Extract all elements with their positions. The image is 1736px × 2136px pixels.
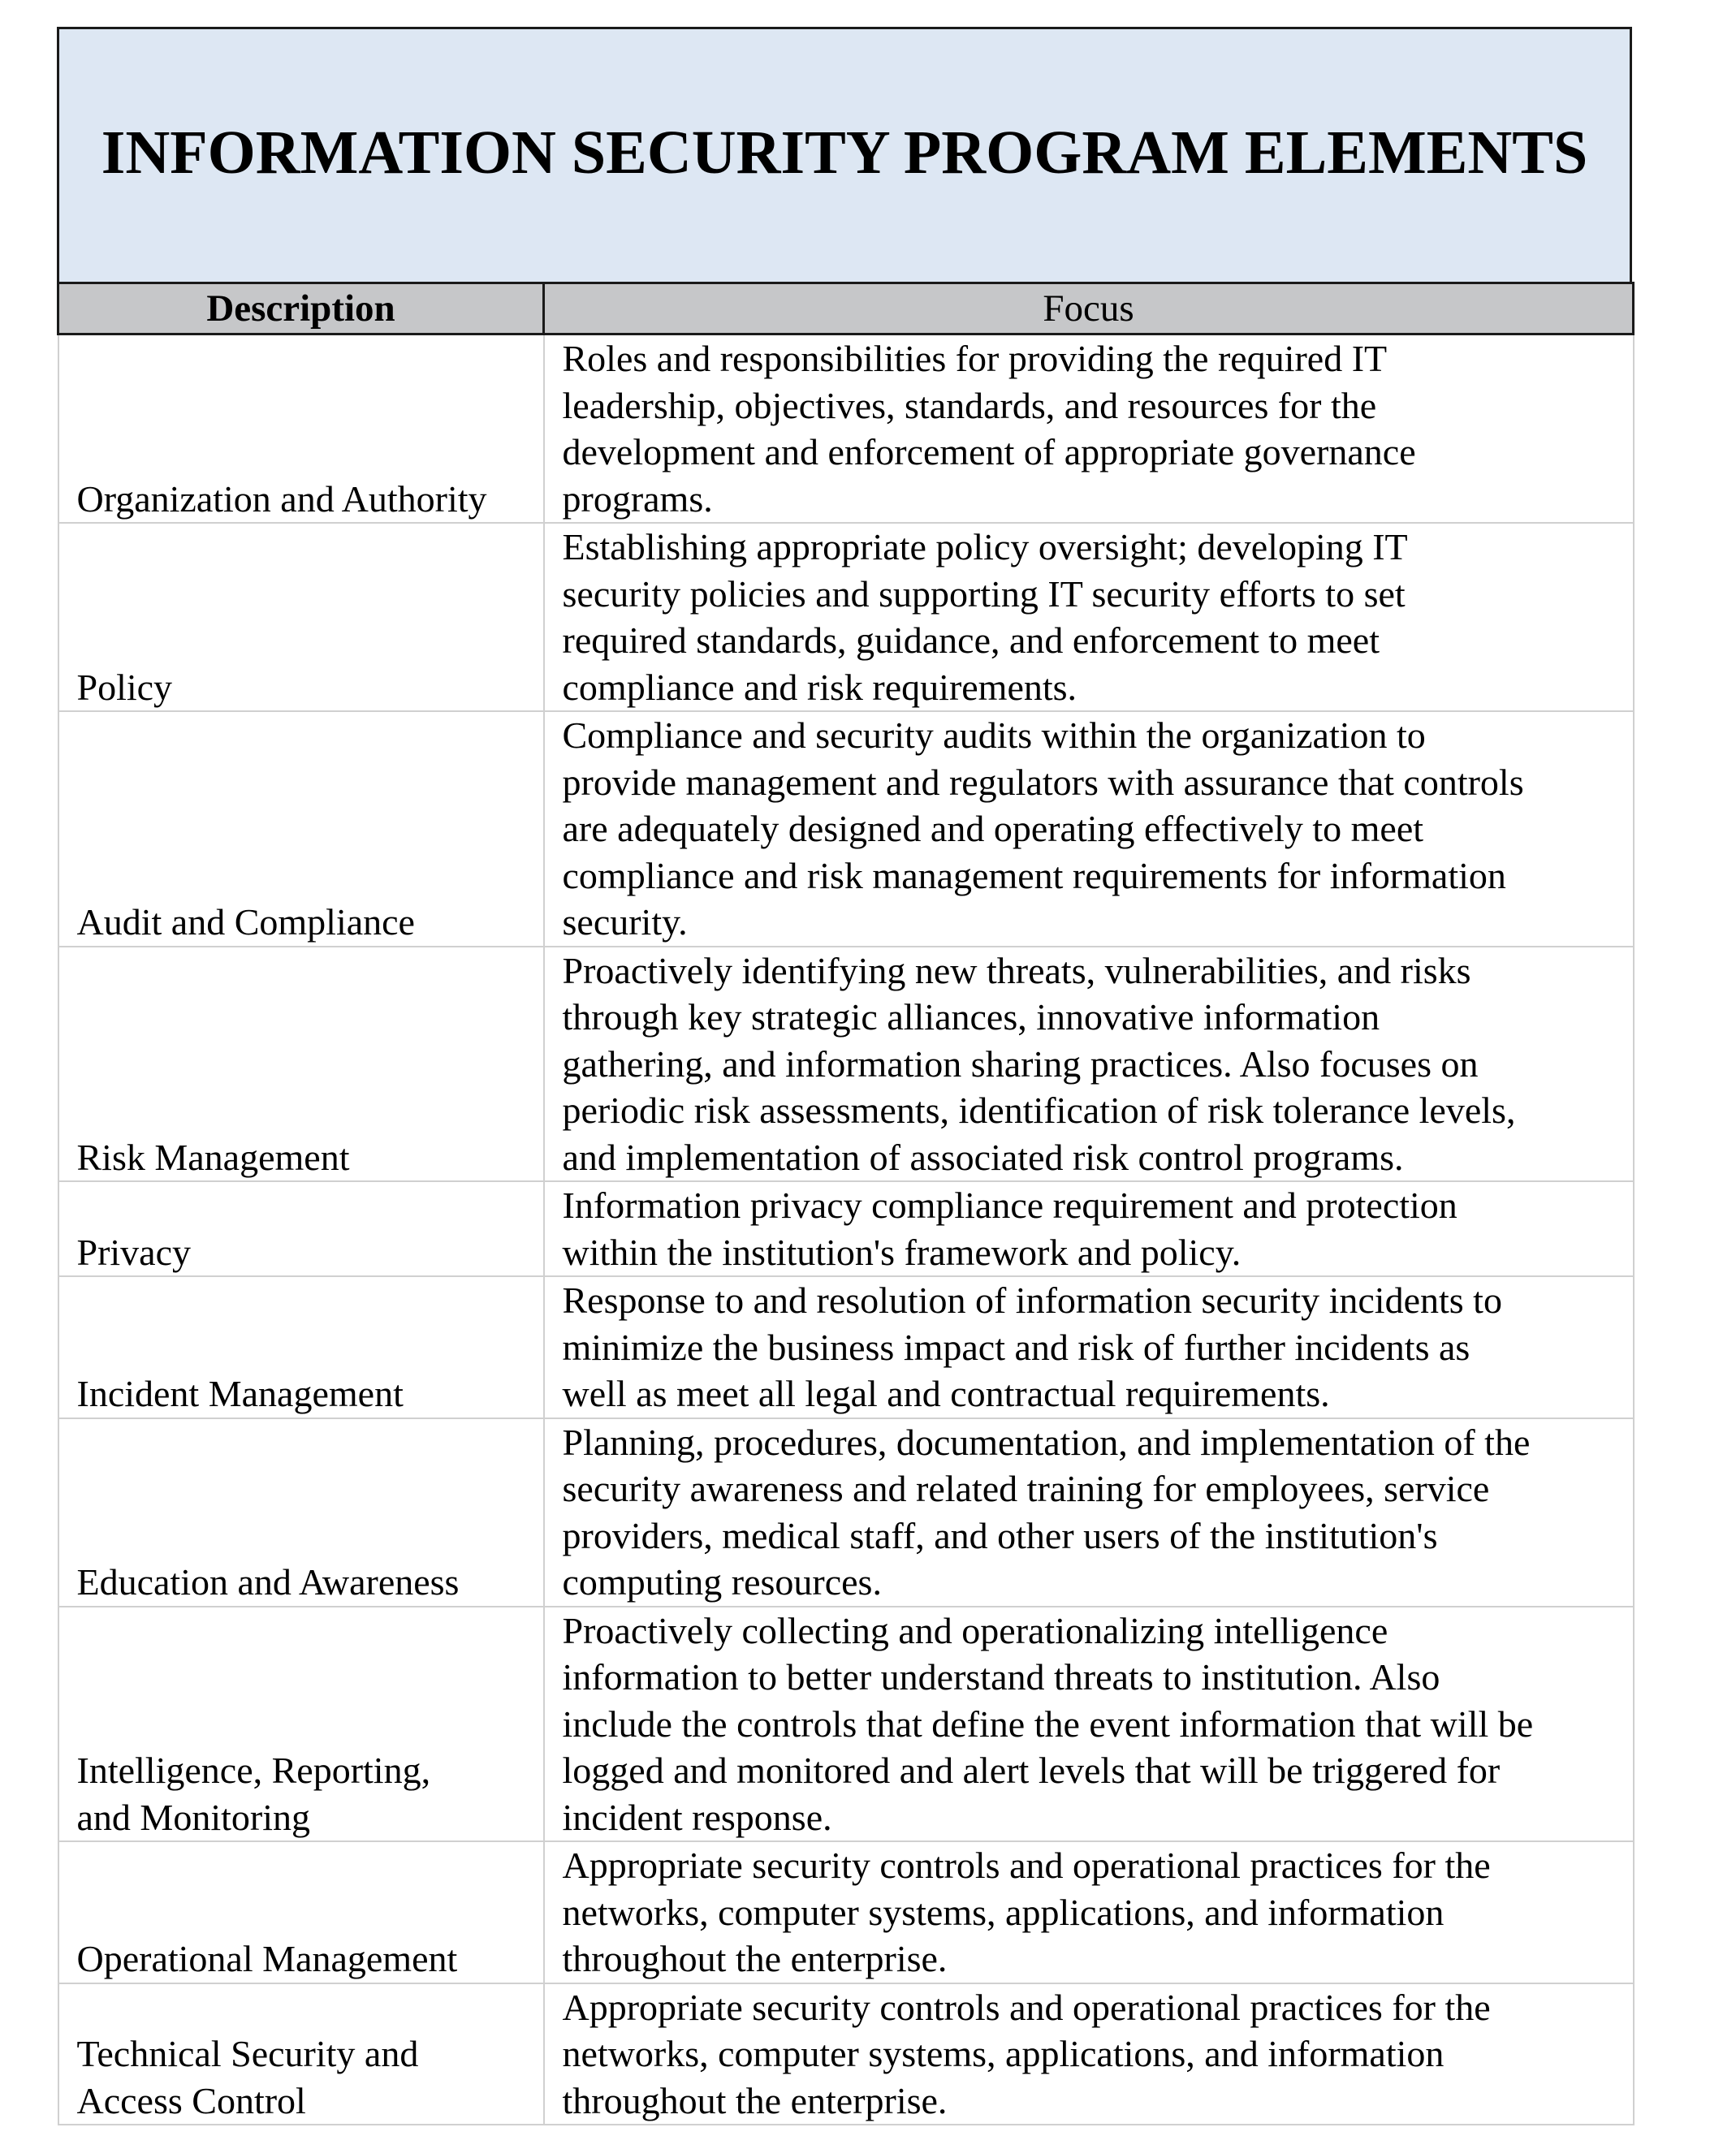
focus-cell: [544, 523, 1634, 711]
description-text: Education and Awareness: [76, 1561, 460, 1603]
focus-text-line: compliance and risk management requirements for information: [562, 854, 1506, 896]
description-text: Access Control: [76, 2079, 306, 2121]
focus-text-line: Response to and resolution of information security incidents to: [562, 1279, 1502, 1321]
description-cell: [58, 334, 544, 524]
focus-text-line: gathering, and information sharing practices. Also focuses on: [562, 1042, 1479, 1085]
focus-cell: [544, 1181, 1634, 1276]
focus-text-line: providers, medical staff, and other users of the institution's: [562, 1514, 1438, 1556]
program-elements-table: [57, 282, 1635, 2125]
focus-text-line: networks, computer systems, applications, and information: [562, 1891, 1445, 1933]
table-row: [58, 1418, 1634, 1607]
focus-text-line: security.: [562, 901, 688, 943]
focus-cell: [544, 1841, 1634, 1983]
focus-cell: [544, 334, 1634, 524]
focus-text-line: throughout the enterprise.: [562, 2079, 948, 2121]
description-text: and Monitoring: [76, 1796, 310, 1838]
description-cell: [58, 1181, 544, 1276]
description-cell: [58, 1418, 544, 1607]
description-text: Technical Security and: [76, 2033, 419, 2074]
table-row: [58, 1841, 1634, 1983]
focus-text-line: logged and monitored and alert levels that will be triggered for: [562, 1750, 1501, 1791]
description-cell: [58, 711, 544, 947]
description-text: Organization and Authority: [76, 477, 487, 520]
table-row: [58, 1983, 1634, 2125]
description-cell: [58, 1983, 544, 2125]
focus-text-line: networks, computer systems, applications, and information: [562, 2033, 1445, 2074]
focus-text-line: within the institution's framework and policy.: [562, 1231, 1242, 1273]
focus-cell: [544, 947, 1634, 1182]
focus-text-line: required standards, guidance, and enforcement to meet: [562, 619, 1380, 661]
focus-text-line: programs.: [562, 477, 713, 520]
description-text: Privacy: [76, 1231, 192, 1273]
description-text: Operational Management: [76, 1938, 458, 1979]
table-row: [58, 1276, 1634, 1418]
focus-text-line: are adequately designed and operating effectively to meet: [562, 808, 1424, 849]
description-text: Risk Management: [76, 1136, 350, 1178]
table-header-row: [58, 283, 1634, 334]
focus-text-line: minimize the business impact and risk of further incidents as: [562, 1326, 1470, 1368]
description-cell: [58, 1276, 544, 1418]
description-text: Policy: [76, 666, 173, 708]
description-text: Intelligence, Reporting,: [76, 1750, 431, 1791]
focus-cell: [544, 1607, 1634, 1842]
description-cell: [58, 1841, 544, 1983]
table-row: [58, 1607, 1634, 1842]
title-banner: [57, 27, 1632, 282]
column-header-description: Description: [58, 283, 544, 334]
focus-text-line: and implementation of associated risk control programs.: [562, 1136, 1404, 1178]
page-title: INFORMATION SECURITY PROGRAM ELEMENTS: [101, 119, 1588, 187]
focus-text-line: Planning, procedures, documentation, and implementation of the: [562, 1421, 1531, 1463]
focus-text-line: Information privacy compliance requirement and protection: [562, 1185, 1457, 1226]
focus-cell: [544, 1276, 1634, 1418]
focus-text-line: include the controls that define the event information that will be: [562, 1702, 1534, 1745]
description-cell: [58, 947, 544, 1182]
focus-text-line: periodic risk assessments, identification of risk tolerance levels,: [562, 1090, 1516, 1131]
focus-text-line: Roles and responsibilities for providing the required IT: [562, 338, 1388, 379]
focus-text-line: well as meet all legal and contractual requirements.: [562, 1373, 1330, 1414]
focus-cell: [544, 711, 1634, 947]
focus-text-line: compliance and risk requirements.: [562, 666, 1077, 708]
focus-text-line: Proactively identifying new threats, vulnerabilities, and risks: [562, 949, 1471, 991]
table-body: [58, 334, 1634, 2125]
table-row: [58, 711, 1634, 947]
focus-text-line: Establishing appropriate policy oversight; developing IT: [562, 526, 1408, 567]
description-text: Audit and Compliance: [76, 901, 415, 943]
table-row: [58, 523, 1634, 711]
focus-text-line: Appropriate security controls and operational practices for the: [562, 1986, 1491, 2028]
focus-text-line: computing resources.: [562, 1561, 882, 1603]
focus-text-line: development and enforcement of appropriate governance: [562, 431, 1416, 473]
focus-cell: [544, 1983, 1634, 2125]
focus-text-line: information to better understand threats to institution. Also: [562, 1656, 1440, 1698]
focus-text-line: through key strategic alliances, innovative information: [562, 996, 1380, 1038]
focus-text-line: security awareness and related training for employees, service: [562, 1468, 1490, 1509]
focus-text-line: throughout the enterprise.: [562, 1938, 948, 1979]
table-row: [58, 334, 1634, 524]
document-table-container: [57, 27, 1632, 2125]
focus-text-line: provide management and regulators with assurance that controls: [562, 761, 1524, 803]
table-row: [58, 1181, 1634, 1276]
description-text: Incident Management: [76, 1373, 404, 1414]
focus-text-line: security policies and supporting IT security efforts to set: [562, 572, 1406, 615]
description-cell: [58, 523, 544, 711]
focus-text-line: Compliance and security audits within the organization to: [562, 714, 1426, 756]
focus-text-line: Proactively collecting and operationalizing intelligence: [562, 1609, 1388, 1651]
focus-text-line: incident response.: [562, 1796, 832, 1838]
focus-text-line: Appropriate security controls and operational practices for the: [562, 1845, 1491, 1886]
focus-cell: [544, 1418, 1634, 1607]
focus-text-line: leadership, objectives, standards, and resources for the: [562, 384, 1377, 426]
description-cell: [58, 1607, 544, 1842]
table-row: [58, 947, 1634, 1182]
column-header-focus: Focus: [544, 283, 1634, 334]
